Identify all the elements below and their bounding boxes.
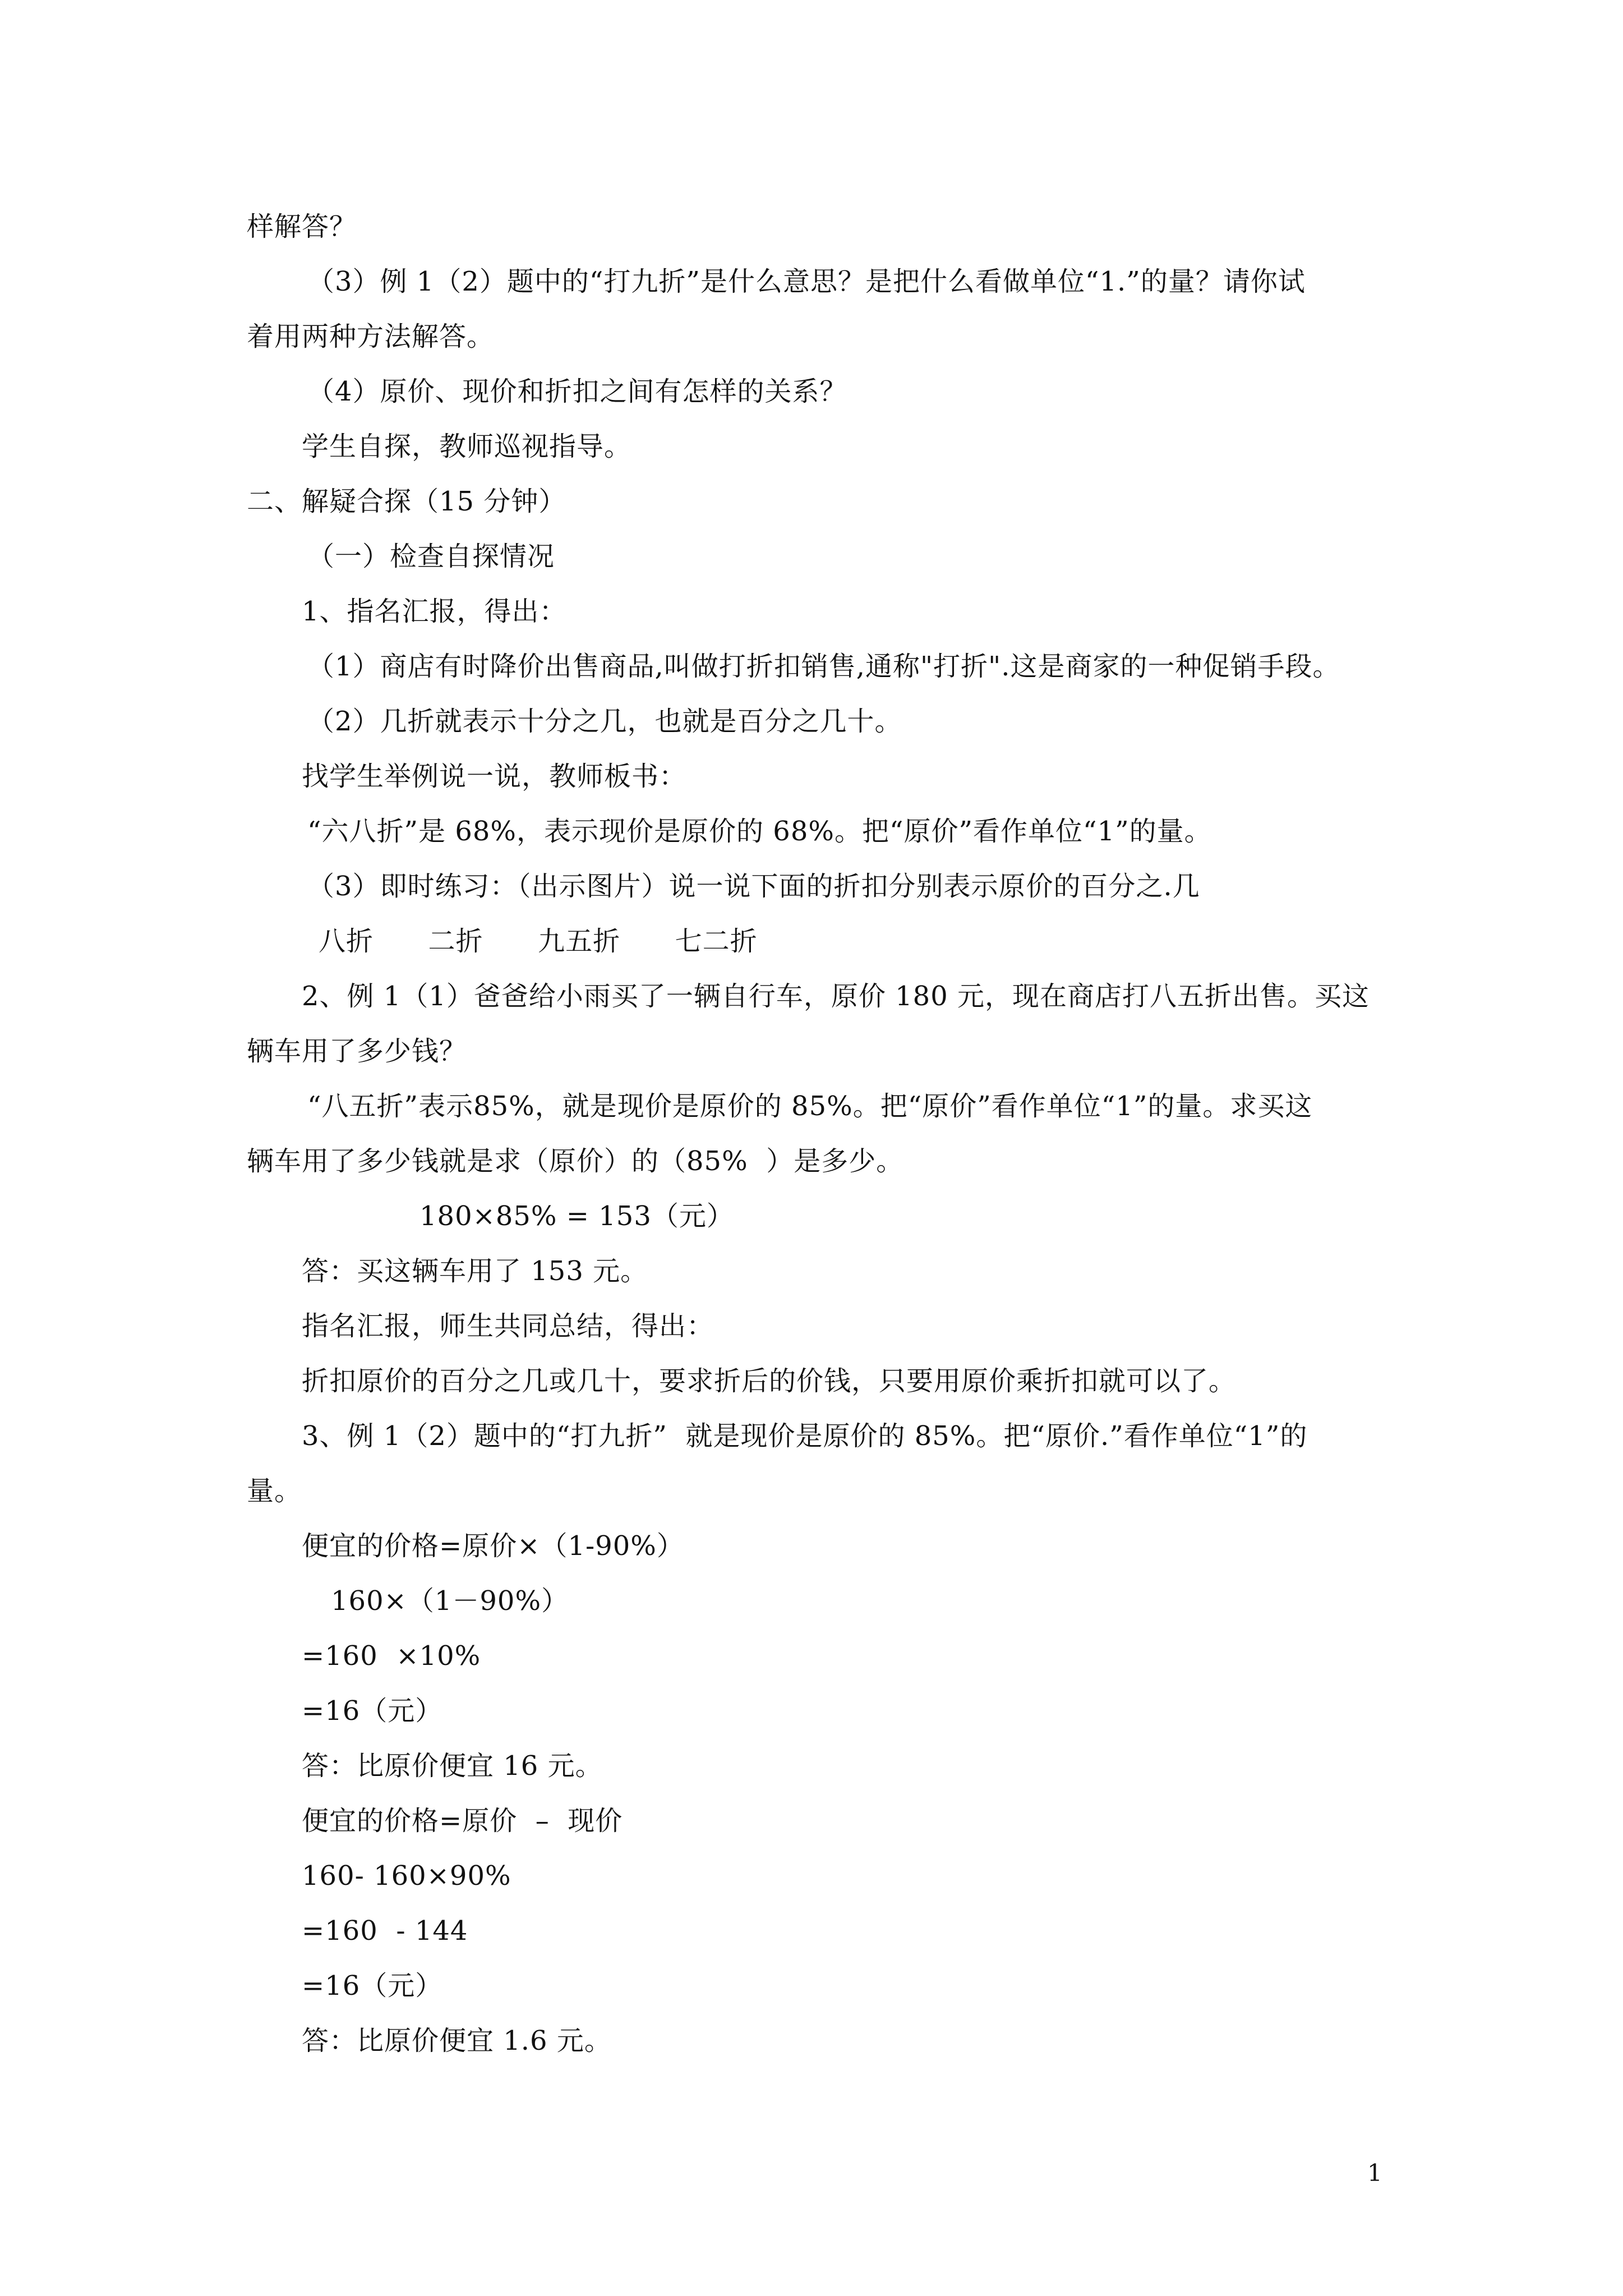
formula-line: 便宜的价格=原价×（1-90%） <box>302 1530 684 1562</box>
formula-line: =16（元） <box>302 1695 443 1727</box>
formula-line: =160 - 144 <box>302 1915 468 1947</box>
text-line: 着用两种方法解答。 <box>247 321 495 352</box>
text-line: （2）几折就表示十分之几，也就是百分之几十。 <box>307 706 902 737</box>
text-line: 3、例 1（2）题中的“打九折” 就是现价是原价的 85%。把“原价.”看作单位“1”的 <box>302 1420 1308 1452</box>
formula-line: 160- 160×90% <box>302 1860 511 1892</box>
text-line: 指名汇报，师生共同总结，得出： <box>302 1310 714 1342</box>
text-line: （4）原价、现价和折扣之间有怎样的关系？ <box>307 376 847 407</box>
text-line: 2、例 1（1）爸爸给小雨买了一辆自行车，原价 180 元，现在商店打八五折出售。买这 <box>302 981 1370 1012</box>
text-line: （3）即时练习：（出示图片）说一说下面的折扣分别表示原价的百分之.几 <box>307 871 1200 902</box>
page-number: 1 <box>1367 2159 1382 2187</box>
text-line: 样解答？ <box>247 211 357 242</box>
text-line: 1、指名汇报，得出： <box>302 596 567 627</box>
formula-line: 便宜的价格=原价 – 现价 <box>302 1805 623 1837</box>
text-line: “六八折”是 68%，表示现价是原价的 68%。把“原价”看作单位“1”的量。 <box>307 816 1212 847</box>
answer-line: 答：比原价便宜 16 元。 <box>302 1750 603 1782</box>
text-line: （3）例 1（2）题中的“打九折”是什么意思？是把什么看做单位“1.”的量？请你试 <box>307 266 1306 297</box>
text-line: 辆车用了多少钱？ <box>247 1036 467 1067</box>
text-line: 找学生举例说一说，教师板书： <box>302 761 687 792</box>
formula-line: =16（元） <box>302 1970 443 2001</box>
text-line: 学生自探，教师巡视指导。 <box>302 431 632 462</box>
text-line: 折扣原价的百分之几或几十，要求折后的价钱，只要用原价乘折扣就可以了。 <box>302 1365 1237 1397</box>
formula-line: =160 ×10% <box>302 1640 481 1672</box>
text-line: 辆车用了多少钱就是求（原价）的（85% ）是多少。 <box>247 1145 904 1177</box>
answer-line: 答：买这辆车用了 153 元。 <box>302 1255 648 1287</box>
text-line: 量。 <box>247 1475 302 1507</box>
section-heading: 二、解疑合探（15 分钟） <box>247 486 566 517</box>
formula-line: 180×85% = 153（元） <box>419 1200 734 1232</box>
formula-line: 160×（1－90%） <box>331 1585 569 1617</box>
text-line: （1）商店有时降价出售商品,叫做打折扣销售,通称"打折".这是商家的一种促销手段。 <box>307 651 1340 682</box>
text-line: （一）检查自探情况 <box>307 541 555 572</box>
text-line: 八折 二折 九五折 七二折 <box>319 926 758 957</box>
answer-line: 答：比原价便宜 1.6 元。 <box>302 2025 612 2056</box>
text-line: “八五折”表示85%，就是现价是原价的 85%。把“原价”看作单位“1”的量。求买这 <box>307 1091 1313 1122</box>
